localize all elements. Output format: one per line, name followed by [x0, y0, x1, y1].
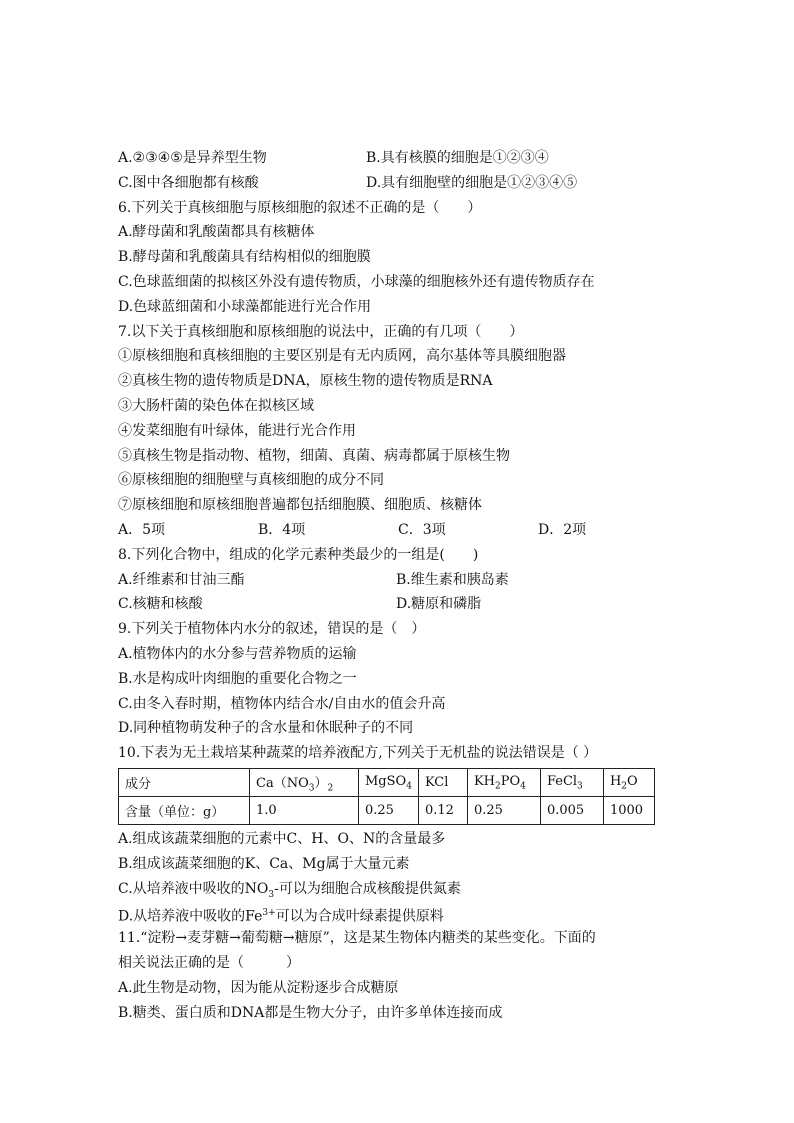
q7-option-b: B．4项 — [258, 521, 306, 538]
table-cell: $Ca(NO_3)_2$ — [250, 768, 359, 796]
table-cell: 0.12 — [418, 796, 467, 824]
table-row — [119, 796, 655, 824]
q8-stem: 8.下列化合物中，组成的化学元素种类最少的一组是( ) — [118, 546, 479, 563]
q8-options-row2 — [118, 592, 678, 617]
q9-option-a: A.植物体内的水分参与营养物质的运输 — [118, 645, 357, 662]
table-cell: 0.25 — [467, 796, 540, 824]
q10-option-a: A.组成该蔬菜细胞的元素中C、H、O、N的含量最多 — [118, 830, 446, 847]
q9-stem: 9.下列关于植物体内水分的叙述，错误的是（ ） — [118, 621, 426, 638]
table-cell: 1000 — [603, 796, 654, 824]
q7-item: ①原核细胞和真核细胞的主要区别是有无内质网，高尔基体等具膜细胞器 — [118, 348, 566, 365]
table-cell: FeCl$_3$ — [540, 768, 603, 796]
nutrient-table — [118, 768, 655, 825]
table-cell: $H_2O$ — [603, 768, 654, 796]
q7-item: ②真核生物的遗传物质是DNA，原核生物的遗传物质是RNA — [118, 373, 493, 390]
q7-option-a: A．5项 — [118, 521, 166, 538]
q7-item: ④发菜细胞有叶绿体，能进行光合作用 — [118, 422, 356, 439]
q10-option-b: B.组成该蔬菜细胞的K、Ca、Mg属于大量元素 — [118, 855, 410, 872]
table-cell: 1.0 — [250, 796, 359, 824]
q7-option-c: C．3项 — [398, 521, 446, 538]
q11-option-b: B.糖类、蛋白质和DNA都是生物大分子，由许多单体连接而成 — [118, 1004, 503, 1021]
q9-option-b: B.水是构成叶肉细胞的重要化合物之一 — [118, 670, 357, 687]
q8-option-d: D.糖原和磷脂 — [396, 596, 482, 613]
q7-item: ⑦原核细胞和原核细胞普遍都包括细胞膜、细胞质、核糖体 — [118, 497, 482, 514]
q10-option-d: D.从培养液中吸收的$Fe^{3+}$可以为合成叶绿素提供原料 — [118, 908, 444, 925]
q9-option-d: D.同种植物萌发种子的含水量和休眠种子的不同 — [118, 720, 414, 737]
table-cell: 成分 — [119, 768, 250, 796]
nutrient-table-wrap — [118, 768, 678, 825]
q5-option-c: C.图中各细胞都有核酸 — [118, 174, 259, 191]
q10-stem: 10.下表为无土栽培某种蔬菜的培养液配方,下列关于无机盐的说法错误是（ ） — [118, 745, 598, 762]
q6-option-c: C.色球蓝细菌的拟核区外没有遗传物质，小球藻的细胞核外还有遗传物质存在 — [118, 273, 595, 290]
q8-option-a: A.纤维素和甘油三酯 — [118, 571, 245, 588]
table-cell: 0.25 — [359, 796, 419, 824]
table-cell: 0.005 — [540, 796, 603, 824]
exam-page — [118, 146, 678, 1025]
q5-options-row2 — [118, 171, 678, 196]
q6-option-a: A.酵母菌和乳酸菌都具有核糖体 — [118, 224, 315, 241]
q5-option-b: B.具有核膜的细胞是①②③④ — [366, 150, 549, 166]
q5-options-row1 — [118, 146, 678, 171]
q5-option-d: D.具有细胞壁的细胞是①②③④⑤ — [366, 174, 578, 191]
q5-option-a: A.②③④⑤是异养型生物 — [118, 150, 267, 166]
q8-option-b: B.维生素和胰岛素 — [396, 571, 509, 588]
q11-stem-line1: 11.“淀粉→麦芽糖→葡萄糖→糖原”，这是某生物体内糖类的某些变化。下面的 — [118, 930, 596, 947]
q7-item: ③大肠杆菌的染色体在拟核区域 — [118, 397, 314, 414]
q7-option-d: D．2项 — [538, 521, 587, 538]
q8-options-row1 — [118, 568, 678, 593]
table-row — [119, 768, 655, 796]
q6-option-b: B.酵母菌和乳酸菌具有结构相似的细胞膜 — [118, 249, 371, 266]
q7-item: ⑥原核细胞的细胞壁与真核细胞的成分不同 — [118, 472, 384, 489]
q11-stem-line2: 相关说法正确的是（ ） — [118, 954, 300, 971]
table-cell: $KH_2PO_4$ — [467, 768, 540, 796]
q6-stem: 6.下列关于真核细胞与原核细胞的叙述不正确的是（ ） — [118, 199, 482, 216]
q9-option-c: C.由冬入春时期，植物体内结合水/自由水的值会升高 — [118, 695, 446, 712]
q8-option-c: C.核糖和核酸 — [118, 596, 203, 613]
q11-option-a: A.此生物是动物，因为能从淀粉逐步合成糖原 — [118, 979, 399, 996]
q10-option-c: C.从培养液中吸收的$NO_3-$可以为细胞合成核酸提供氮素 — [118, 880, 461, 900]
table-cell: KCl — [418, 768, 467, 796]
q7-item: ⑤真核生物是指动物、植物，细菌、真菌、病毒都属于原核生物 — [118, 447, 510, 464]
table-cell: 含量（单位：g） — [119, 796, 250, 824]
table-cell: MgSO$_4$ — [359, 768, 419, 796]
q7-stem: 7.以下关于真核细胞和原核细胞的说法中，正确的有几项（ ） — [118, 323, 524, 340]
q6-option-d: D.色球蓝细菌和小球藻都能进行光合作用 — [118, 298, 372, 315]
q7-options — [118, 518, 678, 543]
